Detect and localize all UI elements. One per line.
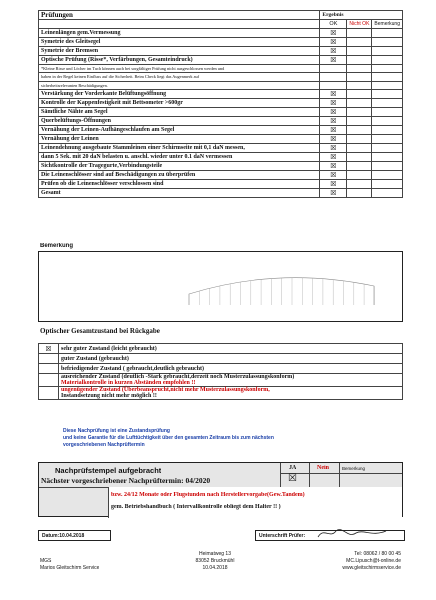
- pruefung-label: Symetrie des Gleitsegel: [39, 37, 320, 46]
- zustand-text: befriedigender Zustand ( gebraucht,deutlich gebraucht): [61, 365, 205, 372]
- bemerkung-cell[interactable]: [372, 162, 403, 171]
- datum-box: [38, 530, 111, 541]
- footer-email[interactable]: MC.Lipusch@t-online.de: [346, 558, 401, 564]
- pruefung-row: [39, 46, 403, 55]
- ok-checkbox[interactable]: ☒: [320, 126, 347, 135]
- ergebnis-header: Ergebnis: [320, 11, 403, 20]
- ok-checkbox[interactable]: ☒: [320, 171, 347, 180]
- pruefung-row: [39, 108, 403, 117]
- nicht-ok-cell[interactable]: [347, 28, 372, 37]
- bemerkung-box: [38, 251, 403, 322]
- pruefung-row: [39, 180, 403, 189]
- pruefungen-title: Prüfungen: [39, 11, 320, 20]
- nicht-ok-cell[interactable]: [347, 46, 372, 55]
- pruefung-label: Symetrie der Bremsen: [39, 46, 320, 55]
- bemerkung-title: Bemerkung: [40, 243, 74, 249]
- ok-checkbox[interactable]: ☒: [320, 99, 347, 108]
- zustand-text-cell: [59, 344, 403, 354]
- footer-phone: Tel: 08062 / 80 00 45: [354, 551, 401, 557]
- bemerkung-cell[interactable]: [372, 153, 403, 162]
- pruefung-row: [39, 144, 403, 153]
- nicht-ok-cell[interactable]: [347, 99, 372, 108]
- ok-checkbox[interactable]: ☒: [320, 144, 347, 153]
- bemerkung-cell[interactable]: [372, 99, 403, 108]
- ok-checkbox[interactable]: ☒: [320, 189, 347, 198]
- ok-checkbox[interactable]: ☒: [320, 135, 347, 144]
- zustand-checkbox[interactable]: [39, 374, 59, 387]
- pruefung-label: Kontrolle der Kappenfestigkeit mit Bettsometer >600gr: [39, 99, 320, 108]
- pruefung-label: Optische Prüfung (Risse*, Verfärbungen, Gesamteindruck): [39, 55, 320, 64]
- nein-label: Nein: [317, 465, 329, 471]
- zustand-note: Instandsetzung nicht mehr möglich !!: [61, 393, 157, 399]
- zustand-text-cell: [59, 364, 403, 374]
- pruefung-row: [39, 81, 403, 90]
- bemerkung-label: Bemerkung: [342, 466, 366, 471]
- bemerkung-cell[interactable]: [372, 144, 403, 153]
- ok-checkbox[interactable]: ☒: [320, 37, 347, 46]
- bemerkung-cell[interactable]: [372, 28, 403, 37]
- nicht-ok-cell[interactable]: [347, 64, 372, 73]
- disclaimer: [63, 428, 274, 449]
- ok-checkbox[interactable]: ☒: [320, 180, 347, 189]
- ok-checkbox[interactable]: ☒: [320, 28, 347, 37]
- bemerkung-cell[interactable]: [372, 135, 403, 144]
- stempel-note-red: bzw. 24/12 Monate oder Flugstunden nach Herstellervorgabe(Gew.Tandem): [111, 492, 305, 498]
- ok-checkbox[interactable]: ☒: [320, 90, 347, 99]
- bemerkung-cell[interactable]: [372, 73, 403, 82]
- unterschrift-box: [255, 530, 405, 541]
- pruefung-row: [39, 135, 403, 144]
- ja-checkbox[interactable]: ☒: [288, 473, 297, 484]
- unterschrift-label: Unterschrift Prüfer:: [259, 533, 306, 539]
- pruefung-row: [39, 28, 403, 37]
- nicht-ok-cell[interactable]: [347, 144, 372, 153]
- pruefung-label: dann 5 Sek. mit 20 daN belasten u. anschl. wieder unter 0.1 daN vermessen: [39, 153, 320, 162]
- pruefung-row: [39, 90, 403, 99]
- pruefung-label: Sämtliche Nähte am Segel: [39, 108, 320, 117]
- pruefung-row: [39, 171, 403, 180]
- ok-checkbox[interactable]: [320, 73, 347, 82]
- zustand-text: ungenügender Zustand (Überbeansprucht,nicht mehr Musterzulassungskonform,: [61, 387, 270, 393]
- footer-company: Marios Gleitschirm Service: [40, 565, 100, 571]
- ok-checkbox[interactable]: ☒: [320, 55, 347, 64]
- zustand-title: Optischer Gesamtzustand bei Rückgabe: [40, 327, 160, 335]
- ok-checkbox[interactable]: ☒: [320, 153, 347, 162]
- nicht-ok-cell[interactable]: [347, 189, 372, 198]
- footer-date: 10.04.2018: [202, 565, 228, 571]
- pruefung-label: haben in der Regel keinen Einfluss auf die Sicherheit. Beim Check liegt das Augenmerk auf: [39, 73, 320, 82]
- ok-checkbox[interactable]: ☒: [320, 108, 347, 117]
- pruefung-row: [39, 37, 403, 46]
- col-ok: OK: [320, 20, 347, 29]
- ok-checkbox[interactable]: ☒: [320, 46, 347, 55]
- bemerkung-cell[interactable]: [372, 46, 403, 55]
- disclaimer-line-3: vorgeschriebenen Nachprüftermin: [63, 442, 145, 448]
- ja-label: JA: [289, 465, 297, 471]
- naechster-termin: Nächster vorgeschriebener Nachprüftermin: 04/2020: [41, 476, 211, 485]
- zustand-text: ausreichender Zustand (deutlich -Stark gebraucht,derzeit noch Musterzulassungskonform): [61, 374, 295, 380]
- zustand-row: [39, 364, 403, 374]
- bemerkung-cell[interactable]: [372, 64, 403, 73]
- bemerkung-cell[interactable]: [372, 180, 403, 189]
- bemerkung-cell[interactable]: [372, 81, 403, 90]
- ok-checkbox[interactable]: [320, 81, 347, 90]
- zustand-checkbox[interactable]: ☒: [39, 344, 59, 354]
- bemerkung-cell[interactable]: [372, 37, 403, 46]
- footer-company-short: MGS: [40, 558, 52, 564]
- zustand-row: [39, 387, 403, 400]
- zustand-text-cell: [59, 354, 403, 364]
- nicht-ok-cell[interactable]: [347, 81, 372, 90]
- pruefung-row: [39, 189, 403, 198]
- pruefungen-table: [38, 10, 403, 198]
- zustand-checkbox[interactable]: [39, 354, 59, 364]
- nicht-ok-cell[interactable]: [347, 180, 372, 189]
- nicht-ok-cell[interactable]: [347, 135, 372, 144]
- nicht-ok-cell[interactable]: [347, 90, 372, 99]
- disclaimer-line-1: Diese Nachprüfung ist eine Zustandsprüfung: [63, 428, 170, 434]
- footer-left: [40, 558, 99, 572]
- pruefung-row: [39, 153, 403, 162]
- footer-city: 83052 Bruckmühl: [195, 558, 235, 564]
- ok-checkbox[interactable]: ☒: [320, 162, 347, 171]
- nicht-ok-cell[interactable]: [347, 162, 372, 171]
- pruefung-row: [39, 73, 403, 82]
- nicht-ok-cell[interactable]: [347, 171, 372, 180]
- zustand-text: sehr guter Zustand (leicht gebraucht): [61, 345, 157, 352]
- zustand-text: guter Zustand (gebraucht): [61, 355, 129, 362]
- datum-text: Datum:10.04.2018: [42, 533, 85, 539]
- bemerkung-cell[interactable]: [372, 108, 403, 117]
- stempel-title: Nachprüfstempel aufgebracht: [55, 466, 162, 475]
- footer-middle: [170, 551, 260, 572]
- signature: [314, 525, 394, 541]
- pruefung-label: Verstärkung der Vorderkante Belüftungsöffnung: [39, 90, 320, 99]
- col-nicht-ok: Nicht OK: [347, 20, 372, 29]
- footer-right: [305, 551, 401, 572]
- stempel-note: gem. Betriebshandbuch ( Intervallkontrolle obliegt dem Halter !! ): [111, 504, 281, 510]
- bemerkung-cell[interactable]: [372, 90, 403, 99]
- nicht-ok-cell[interactable]: [347, 108, 372, 117]
- nicht-ok-cell[interactable]: [347, 55, 372, 64]
- zustand-checkbox[interactable]: [39, 364, 59, 374]
- pruefung-label: Prüfen ob die Leinenschlösser verschlossen sind: [39, 180, 320, 189]
- footer-street: Heimatweg 13: [199, 551, 231, 557]
- pruefung-row: [39, 117, 403, 126]
- ok-checkbox[interactable]: ☒: [320, 117, 347, 126]
- bemerkung-cell[interactable]: [372, 126, 403, 135]
- pruefung-label: Gesamt: [39, 189, 320, 198]
- ok-checkbox[interactable]: [320, 64, 347, 73]
- bemerkung-cell[interactable]: [372, 55, 403, 64]
- nicht-ok-cell[interactable]: [347, 153, 372, 162]
- bemerkung-cell[interactable]: [372, 189, 403, 198]
- pruefung-label: sicherheitsrelevanten Beschädigungen.: [39, 81, 320, 90]
- nicht-ok-cell[interactable]: [347, 126, 372, 135]
- pruefung-row: [39, 64, 403, 73]
- pruefung-label: Vernähung der Leinen-Aufhängeschlaufen am Segel: [39, 126, 320, 135]
- zustand-row: [39, 354, 403, 364]
- pruefung-label: Sichtkontrolle der Tragegurte,Verbindungsteile: [39, 162, 320, 171]
- bemerkung-cell[interactable]: [372, 117, 403, 126]
- pruefung-label: Die Leinenschlösser sind auf Beschädigungen zu überprüfen: [39, 171, 320, 180]
- nicht-ok-cell[interactable]: [347, 73, 372, 82]
- zustand-row: [39, 344, 403, 354]
- glider-sketch: [39, 252, 402, 321]
- pruefung-row: [39, 162, 403, 171]
- zustand-text-cell: [59, 387, 403, 400]
- nicht-ok-cell[interactable]: [347, 117, 372, 126]
- pruefung-row: [39, 99, 403, 108]
- zustand-row: [39, 374, 403, 387]
- zustand-table: [38, 343, 403, 400]
- pruefung-label: Leinendehnung ausgebaute Stammleinen einer Schirmseite mit 0,1 daN messen,: [39, 144, 320, 153]
- pruefung-label: Leinenlängen gem.Vermessung: [39, 28, 320, 37]
- zustand-note: Materialkontrolle in kurzen Abständen empfohlen !!: [61, 380, 196, 386]
- nicht-ok-cell[interactable]: [347, 37, 372, 46]
- bemerkung-cell[interactable]: [372, 171, 403, 180]
- zustand-text-cell: [59, 374, 403, 387]
- pruefung-row: [39, 126, 403, 135]
- pruefung-row: [39, 55, 403, 64]
- pruefung-label: Querbelüftungs-Öffnungen: [39, 117, 320, 126]
- stempel-block: [38, 462, 403, 517]
- footer-website[interactable]: www.gleitschirmservice.de: [342, 565, 401, 571]
- col-bemerkung: Bemerkung: [372, 20, 403, 29]
- disclaimer-line-2: und keine Garantie für die Lufttüchtigkeit über den gesamten Zeitraum bis zum nächsten: [63, 435, 274, 441]
- pruefung-label: Vernähung der Leinen: [39, 135, 320, 144]
- pruefung-label: *Kleine Risse und Löcher im Tuch können auch bei sorgfältiger Prüfung nicht ausgeschlossen werden und: [39, 64, 320, 73]
- zustand-checkbox[interactable]: [39, 387, 59, 400]
